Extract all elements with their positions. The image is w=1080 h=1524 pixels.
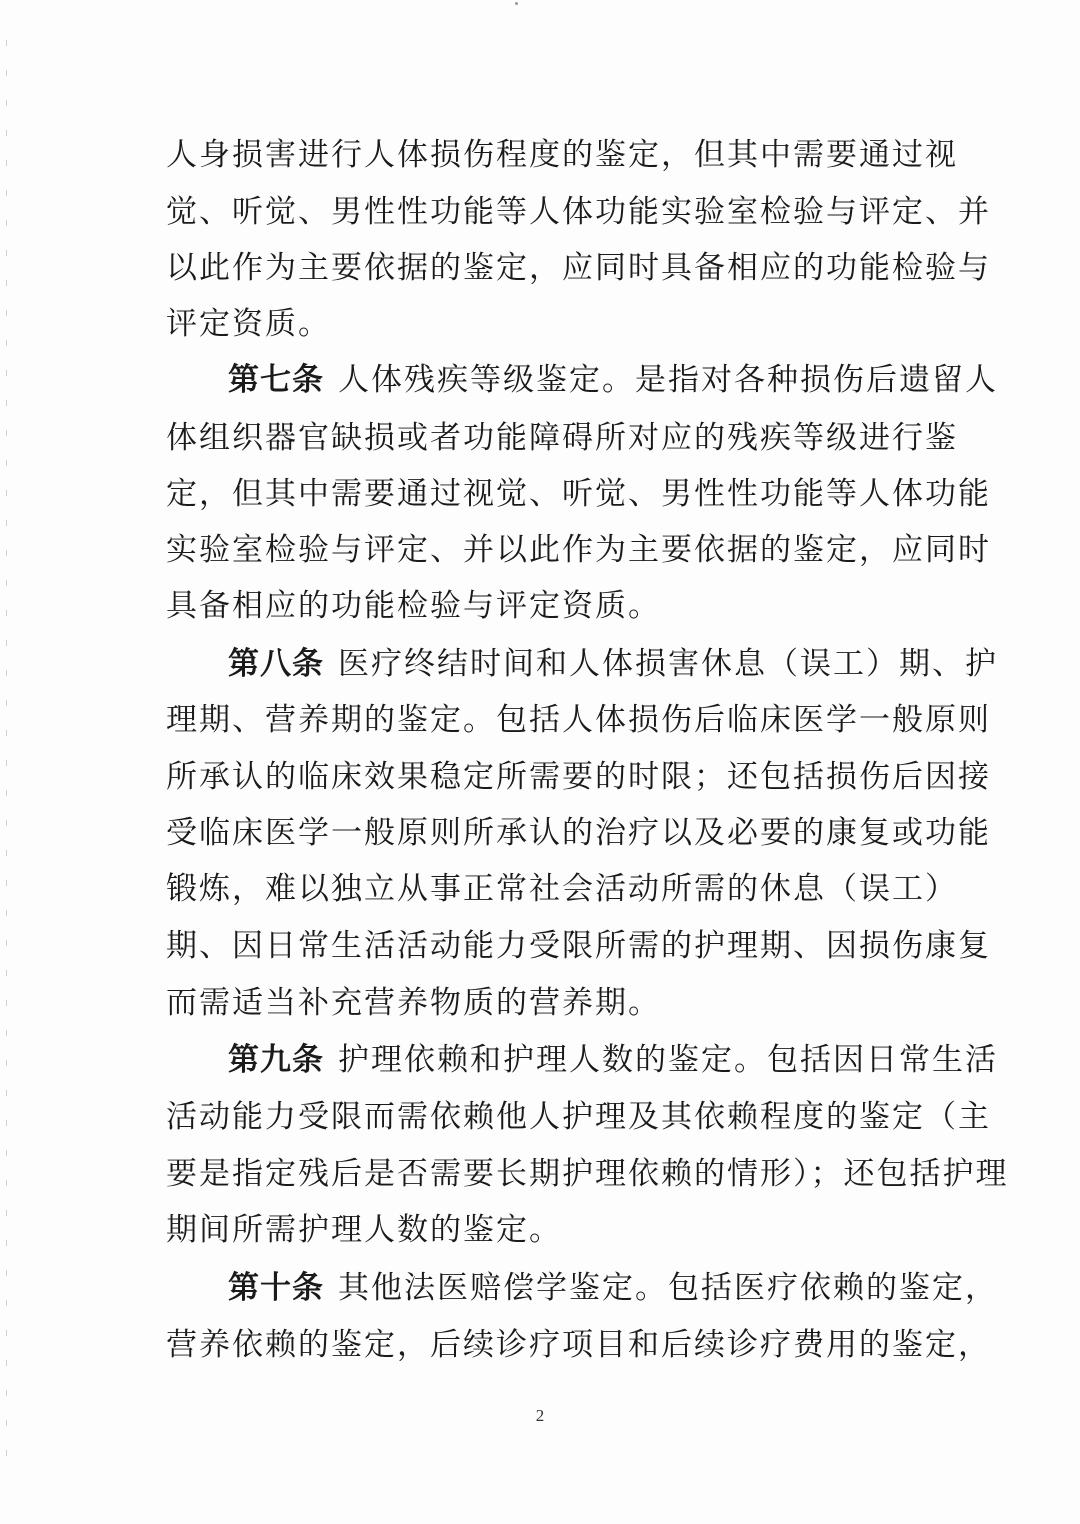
article-9-first-line bbox=[228, 1040, 998, 1082]
text-line: 医疗终结时间和人体损害休息（误工）期、护 bbox=[338, 646, 998, 682]
text-line: 活动能力受限而需依赖他人护理及其依赖程度的鉴定（主 bbox=[166, 1099, 991, 1135]
text-line: 锻炼，难以独立从事正常社会活动所需的休息（误工） bbox=[166, 871, 958, 907]
article-10-first-line bbox=[228, 1268, 998, 1310]
article-9-heading: 第九条 bbox=[228, 1042, 324, 1078]
text-line: 实验室检验与评定、并以此作为主要依据的鉴定，应同时 bbox=[166, 532, 991, 568]
text-line: 其他法医赔偿学鉴定。包括医疗依赖的鉴定， bbox=[338, 1270, 998, 1306]
text-line: 期间所需护理人数的鉴定。 bbox=[166, 1212, 562, 1248]
text-line: 理期、营养期的鉴定。包括人体损伤后临床医学一般原则 bbox=[166, 702, 991, 738]
text-line: 定，但其中需要通过视觉、听觉、男性性功能等人体功能 bbox=[166, 476, 991, 512]
text-line: 觉、听觉、男性性功能等人体功能实验室检验与评定、并 bbox=[166, 194, 991, 230]
article-8-heading: 第八条 bbox=[228, 646, 324, 682]
text-line: 营养依赖的鉴定，后续诊疗项目和后续诊疗费用的鉴定， bbox=[166, 1327, 991, 1363]
text-line: 受临床医学一般原则所承认的治疗以及必要的康复或功能 bbox=[166, 815, 991, 851]
text-line: 要是指定残后是否需要长期护理依赖的情形）；还包括护理 bbox=[166, 1156, 1009, 1192]
text-line: 所承认的临床效果稳定所需要的时限；还包括损伤后因接 bbox=[166, 759, 991, 795]
article-8-first-line bbox=[228, 644, 998, 686]
text-line: 以此作为主要依据的鉴定，应同时具备相应的功能检验与 bbox=[166, 250, 991, 286]
article-10-heading: 第十条 bbox=[228, 1270, 324, 1306]
scan-binding-edge bbox=[6, 40, 7, 1480]
text-line: 期、因日常生活活动能力受限所需的护理期、因损伤康复 bbox=[166, 928, 991, 964]
text-line: 评定资质。 bbox=[166, 306, 331, 342]
page-number: 2 bbox=[535, 1406, 545, 1425]
text-line: 人身损害进行人体损伤程度的鉴定，但其中需要通过视 bbox=[166, 137, 958, 173]
text-line: 体组织器官缺损或者功能障碍所对应的残疾等级进行鉴 bbox=[166, 420, 958, 456]
text-line: 具备相应的功能检验与评定资质。 bbox=[166, 588, 661, 624]
text-line: 人体残疾等级鉴定。是指对各种损伤后遗留人 bbox=[338, 362, 998, 398]
text-line: 护理依赖和护理人数的鉴定。包括因日常生活 bbox=[338, 1042, 998, 1078]
text-line: 而需适当补充营养物质的营养期。 bbox=[166, 985, 661, 1021]
article-7-heading: 第七条 bbox=[228, 362, 324, 398]
article-7-first-line bbox=[228, 360, 998, 402]
scan-speck bbox=[515, 2, 518, 5]
